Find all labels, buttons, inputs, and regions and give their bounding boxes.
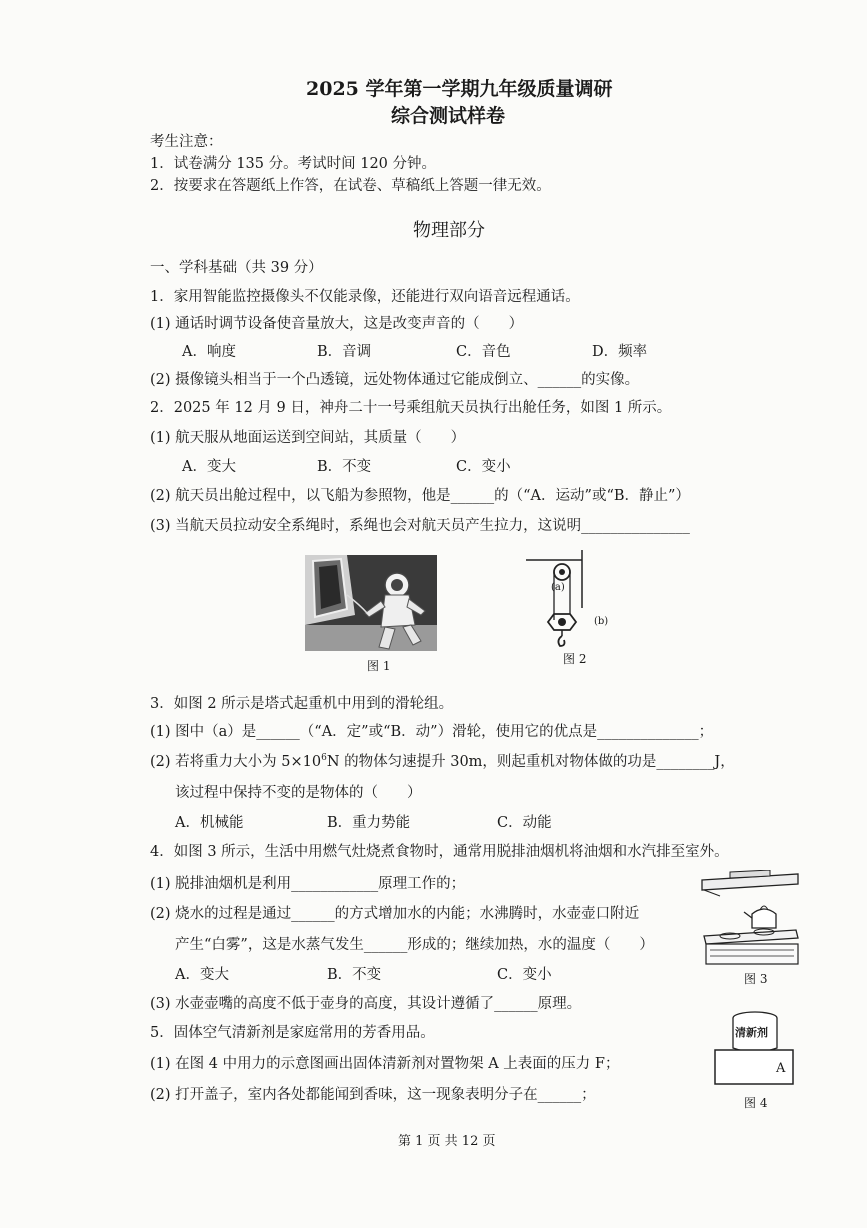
q2-sub2: (2) 航天员出舱过程中，以飞船为参照物，他是______的（“A．运动”或“B．静止”）	[150, 488, 690, 504]
q3-option-a: A．机械能	[175, 815, 244, 831]
figure-4-caption: 图 4	[744, 1096, 768, 1110]
title-line-1: 2025 学年第一学期九年级质量调研	[306, 78, 613, 100]
q1-sub2: (2) 摄像镜头相当于一个凸透镜，远处物体通过它能成倒立、______的实像。	[150, 372, 640, 388]
figure-2-pulley-diagram	[520, 548, 600, 648]
q3-sub2-exponent: 6	[321, 753, 327, 764]
q4-option-a: A．变大	[175, 967, 229, 983]
q4-option-b: B．不变	[327, 967, 382, 983]
q1-option-d: D．频率	[592, 344, 648, 360]
page-footer: 第 1 页 共 12 页	[398, 1134, 496, 1149]
q2-sub1: (1) 航天服从地面运送到空间站，其质量（ ）	[150, 430, 466, 446]
figure-2-label-a: (a)	[551, 582, 565, 593]
q5-sub2: (2) 打开盖子，室内各处都能闻到香味，这一现象表明分子在______；	[150, 1087, 596, 1103]
q1-option-c: C．音色	[456, 344, 511, 360]
figure-4-shelf-label: A	[776, 1061, 786, 1076]
q3-sub1: (1) 图中（a）是______（“A．定”或“B．动”）滑轮，使用它的优点是______________；	[150, 724, 714, 740]
q3-sub2	[150, 750, 735, 771]
figure-1-astronaut-image	[305, 555, 437, 651]
figure-4-freshener-diagram	[713, 1008, 797, 1088]
q3-option-c: C．动能	[497, 815, 552, 831]
q1-option-a: A．响度	[182, 344, 236, 360]
q3-sub2-pre: (2) 若将重力大小为 5×10	[150, 754, 322, 770]
q4-sub2-line1: (2) 烧水的过程是通过______的方式增加水的内能；水沸腾时，水壶壶口附近	[150, 906, 640, 922]
q2-stem: 2．2025 年 12 月 9 日，神舟二十一号乘组航天员执行出舱任务，如图 1 所示。	[150, 400, 672, 416]
section-title: 物理部分	[413, 220, 485, 241]
notice-item-1: 1．试卷满分 135 分。考试时间 120 分钟。	[150, 156, 437, 172]
q4-sub3: (3) 水壶壶嘴的高度不低于壶身的高度，其设计遵循了______原理。	[150, 996, 582, 1012]
title-line-2: 综合测试样卷	[391, 105, 506, 127]
figure-3-stove-hood-image	[700, 870, 800, 966]
q3-stem: 3．如图 2 所示是塔式起重机中用到的滑轮组。	[150, 696, 454, 712]
q1-sub1: (1) 通话时调节设备使音量放大，这是改变声音的（ ）	[150, 316, 524, 332]
q4-option-c: C．变小	[497, 967, 552, 983]
part1-heading: 一、学科基础（共 39 分）	[150, 260, 323, 276]
q1-option-b: B．音调	[317, 344, 372, 360]
q2-option-b: B．不变	[317, 459, 372, 475]
q2-option-c: C．变小	[456, 459, 511, 475]
figure-2-label-b: (b)	[594, 616, 609, 627]
q4-sub2-line2: 产生“白雾”，这是水蒸气发生______形成的；继续加热，水的温度（ ）	[175, 937, 654, 953]
q5-stem: 5．固体空气清新剂是家庭常用的芳香用品。	[150, 1025, 435, 1041]
figure-1-caption: 图 1	[367, 659, 391, 673]
figure-3-caption: 图 3	[744, 972, 768, 986]
q5-sub1: (1) 在图 4 中用力的示意图画出固体清新剂对置物架 A 上表面的压力 F；	[150, 1056, 620, 1072]
q3-sub2-post: N 的物体匀速提升 30m，则起重机对物体做的功是________J，	[326, 754, 735, 770]
notice-heading: 考生注意：	[150, 134, 223, 150]
figure-2-caption: 图 2	[563, 652, 587, 666]
q4-sub1: (1) 脱排油烟机是利用____________原理工作的；	[150, 876, 466, 892]
q4-stem: 4．如图 3 所示，生活中用燃气灶烧煮食物时，通常用脱排油烟机将油烟和水汽排至室外。	[150, 844, 729, 860]
q3-sub2-line2: 该过程中保持不变的是物体的（ ）	[175, 785, 422, 801]
q1-stem: 1．家用智能监控摄像头不仅能录像，还能进行双向语音远程通话。	[150, 289, 580, 305]
q3-option-b: B．重力势能	[327, 815, 411, 831]
q2-sub3: (3) 当航天员拉动安全系绳时，系绳也会对航天员产生拉力，这说明_______________	[150, 518, 690, 534]
notice-item-2: 2．按要求在答题纸上作答，在试卷、草稿纸上答题一律无效。	[150, 178, 551, 194]
figure-4-product-label: 清新剂	[735, 1026, 768, 1039]
q2-option-a: A．变大	[182, 459, 236, 475]
